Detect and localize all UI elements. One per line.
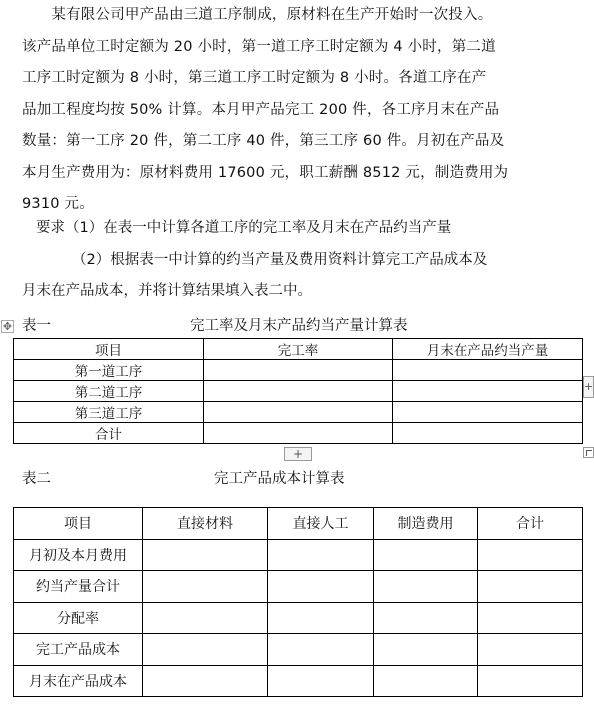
table-cell[interactable] [478,634,583,666]
column-header: 直接人工 [268,508,374,540]
table-cell[interactable] [478,665,583,697]
table-cell[interactable] [143,539,268,571]
table-cell[interactable] [374,665,478,697]
table-row [14,423,583,444]
table-header-row [14,508,583,540]
row-label: 月末在产品成本 [14,665,143,697]
table-cell[interactable] [393,360,583,381]
table-cell[interactable] [268,539,374,571]
table-row [14,634,583,666]
column-header: 项目 [14,508,143,540]
row-label: 完工产品成本 [14,634,143,666]
table-cell[interactable] [204,402,393,423]
row-label: 月初及本月费用 [14,539,143,571]
table-cell[interactable] [204,423,393,444]
table-cell[interactable] [374,602,478,634]
table-cell[interactable] [204,381,393,402]
table-cell[interactable] [478,602,583,634]
problem-line: 某有限公司甲产品由三道工序制成，原材料在生产开始时一次投入。 [22,7,493,23]
table-row [14,602,583,634]
table-header-row [14,339,583,360]
table-row [14,665,583,697]
column-header: 项目 [14,339,204,360]
column-header: 合计 [478,508,583,540]
add-row-button[interactable]: + [284,447,312,461]
table-cell[interactable] [143,634,268,666]
table2-title: 完工产品成本计算表 [214,471,345,487]
table-cell[interactable] [268,602,374,634]
table-row [14,539,583,571]
table-cell[interactable] [478,571,583,603]
problem-line: 9310 元。 [22,196,94,212]
table-cell[interactable] [374,571,478,603]
add-column-button[interactable]: + [583,376,594,398]
row-label: 分配率 [14,602,143,634]
problem-statement [22,0,562,221]
row-label: 合计 [14,423,204,444]
table2-label: 表二 [22,471,51,487]
requirement-1: 要求（1）在表一中计算各道工序的完工率及月末在产品约当产量 [36,220,452,236]
table-cell[interactable] [204,360,393,381]
table-row [14,381,583,402]
requirement-2-continued: 月末在产品成本，并将计算结果填入表二中。 [22,283,312,299]
move-icon[interactable]: ✥ [2,320,13,333]
problem-line: 该产品单位工时定额为 20 小时，第一道工序工时定额为 4 小时，第二道 [22,38,496,55]
table-cell[interactable] [374,634,478,666]
row-label: 第二道工序 [14,381,204,402]
table1-title: 完工率及月末产品约当产量计算表 [190,318,408,334]
column-header: 完工率 [204,339,393,360]
table-cell[interactable] [393,402,583,423]
table-cell[interactable] [374,539,478,571]
problem-line: 数量：第一工序 20 件，第二工序 40 件，第三工序 60 件。月初在产品及 [22,133,505,149]
row-label: 约当产量合计 [14,571,143,603]
table-cell[interactable] [268,571,374,603]
column-header: 制造费用 [374,508,478,540]
table-cell[interactable] [268,634,374,666]
table-cell[interactable] [143,665,268,697]
completion-rate-table [13,338,583,444]
table1-label: 表一 [22,318,51,334]
table-row [14,360,583,381]
column-header: 月末在产品约当产量 [393,339,583,360]
row-label: 第三道工序 [14,402,204,423]
table-cell[interactable] [143,571,268,603]
table-row [14,402,583,423]
problem-line: 本月生产费用为：原材料费用 17600 元，职工薪酬 8512 元，制造费用为 [22,164,509,181]
requirement-2: （2）根据表一中计算的约当产量及费用资料计算完工产品成本及 [72,252,488,268]
table-cell[interactable] [478,539,583,571]
cost-calculation-table [13,507,583,697]
table-cell[interactable] [143,602,268,634]
table-cell[interactable] [393,423,583,444]
column-header: 直接材料 [143,508,268,540]
resize-handle-icon[interactable] [583,447,594,458]
table-row [14,571,583,603]
table-cell[interactable] [268,665,374,697]
table-cell[interactable] [393,381,583,402]
row-label: 第一道工序 [14,360,204,381]
problem-line: 工序工时定额为 8 小时，第三道工序工时定额为 8 小时。各道工序在产 [22,70,487,86]
problem-line: 品加工程度均按 50% 计算。本月甲产品完工 200 件，各工序月末在产品 [22,101,500,118]
